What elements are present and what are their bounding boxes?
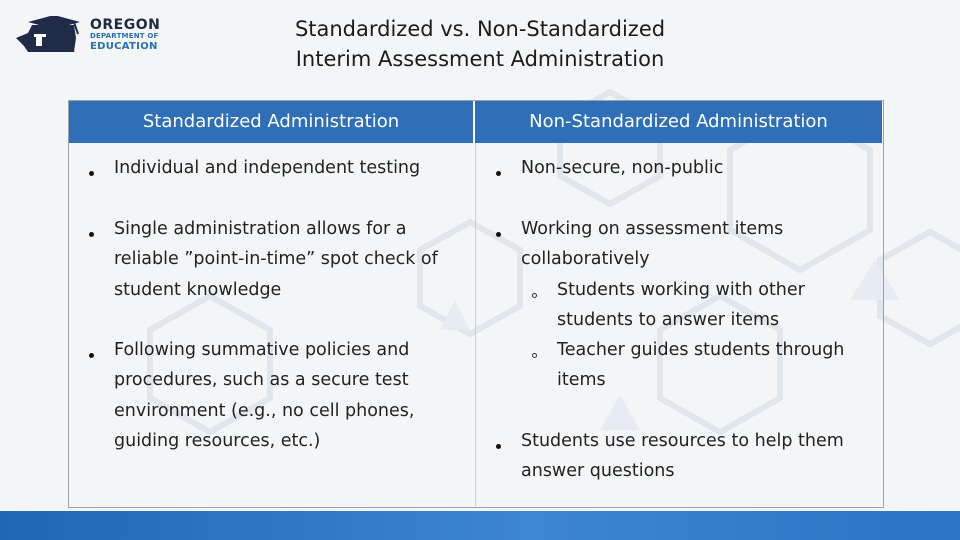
bottom-accent-bar — [0, 511, 960, 540]
sub-bullet-icon — [532, 353, 537, 358]
slide-title — [180, 14, 780, 74]
left-item-3-line-3: environment (e.g., no cell phones, — [114, 400, 415, 421]
right-item-3-line-1: Students use resources to help them — [521, 431, 844, 451]
column-divider — [475, 143, 476, 506]
bullet-icon — [496, 444, 501, 449]
title-line-2: Interim Assessment Administration — [295, 47, 665, 71]
left-item-3-line-2: procedures, such as a secure test — [114, 370, 409, 391]
right-item-2-line-2: collaboratively — [521, 249, 650, 270]
bullet-icon — [89, 353, 94, 358]
standardized-header: Standardized Administration — [69, 101, 475, 143]
bullet-icon — [89, 171, 94, 176]
left-item-3-line-1: Following summative policies and — [114, 340, 410, 360]
right-item-2-line-1: Working on assessment items — [521, 219, 784, 239]
right-subitem-2-line-1: Teacher guides students through — [557, 340, 845, 360]
left-item-3 — [114, 335, 414, 456]
comparison-table — [68, 100, 884, 508]
left-item-2-line-3: student knowledge — [114, 279, 282, 300]
right-subitem-1-line-2: students to answer items — [557, 310, 780, 331]
left-item-1-line: Individual and independent testing — [114, 158, 421, 178]
bullet-icon — [496, 232, 501, 237]
non-standardized-header: Non-Standardized Administration — [475, 101, 882, 143]
right-item-3 — [521, 426, 844, 487]
left-item-3-line-4: guiding resources, etc.) — [114, 430, 321, 451]
left-item-2 — [114, 214, 438, 305]
left-item-2-line-2: reliable ”point-in-time” spot check of — [114, 249, 438, 270]
left-item-1 — [114, 153, 420, 183]
logo-education: EDUCATION — [90, 41, 158, 52]
bullet-icon — [496, 171, 501, 176]
left-item-2-line-1: Single administration allows for a — [114, 219, 407, 239]
right-item-1-line: Non-secure, non-public — [521, 158, 724, 178]
title-line-1: Standardized vs. Non-Standardized — [294, 17, 666, 41]
bullet-icon — [89, 232, 94, 237]
table-header-row — [69, 101, 882, 143]
right-item-1 — [521, 153, 723, 183]
right-subitem-2-line-2: items — [557, 370, 606, 391]
logo-department-of: DEPARTMENT OF — [90, 32, 159, 40]
right-subitem-1 — [557, 275, 805, 336]
logo-oregon: OREGON — [90, 17, 161, 33]
right-subitem-2 — [557, 335, 844, 396]
right-item-2 — [521, 214, 783, 275]
sub-bullet-icon — [532, 293, 537, 298]
right-subitem-1-line-1: Students working with other — [557, 280, 805, 300]
oregon-state-mortarboard-icon — [14, 16, 94, 56]
logo-text — [90, 18, 170, 52]
right-item-3-line-2: answer questions — [521, 461, 675, 482]
